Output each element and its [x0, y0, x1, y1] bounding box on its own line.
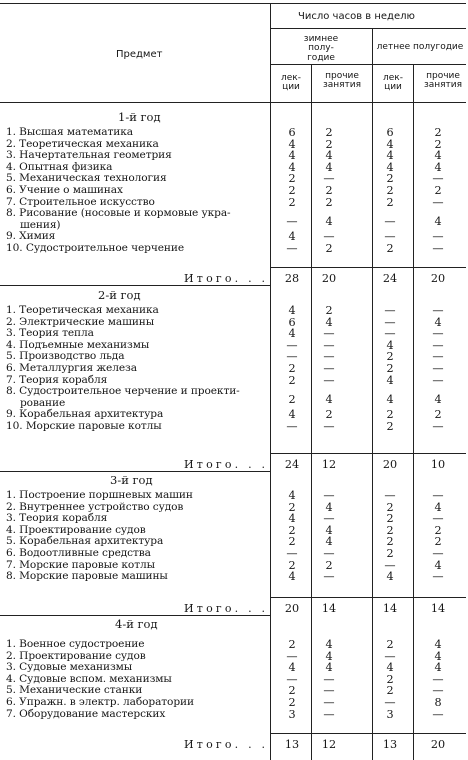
- top-rule: [0, 3, 466, 4]
- hours-value: —: [323, 672, 335, 686]
- subject-name: 4. Судовые вспом. механизмы: [6, 672, 172, 685]
- subject-name: 3. Начертательная геометрия: [6, 149, 172, 162]
- subject-name: 3. Теория корабля: [6, 512, 108, 525]
- header-bottom-rule: [0, 102, 466, 103]
- hours-value: 4: [434, 500, 442, 514]
- hours-value: 6: [288, 315, 296, 329]
- subject-name: 3. Судовые механизмы: [6, 661, 133, 674]
- total-value: 13: [284, 738, 300, 751]
- year-title: 4-й год: [115, 617, 158, 631]
- hours-value: 4: [325, 315, 333, 329]
- hours-value: 2: [325, 184, 333, 197]
- subject-name: 1. Высшая математика: [6, 126, 133, 138]
- subject-name: 6. Водоотливные средства: [6, 547, 151, 559]
- hours-value: 2: [288, 696, 296, 709]
- hours-value: —: [323, 350, 335, 364]
- hours-value: —: [432, 195, 444, 209]
- hours-value: —: [384, 315, 396, 329]
- total-rule: [270, 597, 466, 598]
- subject-name: 1. Теоретическая механика: [6, 304, 159, 316]
- hours-value: 2: [288, 172, 296, 186]
- hours-value: —: [286, 338, 298, 352]
- hours-value: —: [432, 230, 444, 244]
- total-rule: [270, 453, 466, 454]
- hours-value: —: [384, 215, 396, 228]
- hours-value: 4: [325, 393, 333, 406]
- hours-value: —: [384, 489, 396, 502]
- subject-name: 9. Химия: [6, 230, 56, 243]
- subject-name-continued: рование: [20, 396, 66, 409]
- hours-value: 2: [386, 172, 394, 186]
- section-rule: [0, 285, 270, 286]
- hours-value: 2: [386, 350, 394, 364]
- hours-value: 8: [434, 696, 442, 709]
- hours-value: —: [432, 489, 444, 502]
- hours-value: 4: [288, 489, 296, 502]
- hours-value: —: [286, 672, 298, 686]
- hours-value: 2: [325, 242, 333, 255]
- hours-value: 4: [386, 338, 394, 352]
- hours-value: —: [432, 373, 444, 387]
- year-title: 2-й год: [98, 288, 141, 302]
- hours-value: 2: [434, 523, 442, 537]
- hours-value: —: [323, 570, 335, 584]
- subject-name: 2. Проектирование судов: [6, 649, 146, 662]
- subject-name: 1. Военное судостроение: [6, 638, 145, 650]
- hours-value: —: [432, 338, 444, 352]
- total-value: 20: [321, 272, 337, 285]
- subject-name-continued: шения): [20, 218, 61, 231]
- subject-name: 7. Теория корабля: [6, 373, 108, 386]
- semester-divider: [372, 28, 373, 760]
- hours-value: 2: [288, 362, 296, 375]
- hours-value: 2: [288, 638, 296, 651]
- hours-value: 4: [386, 149, 394, 163]
- hours-value: 4: [325, 215, 333, 228]
- hours-value: —: [286, 242, 298, 255]
- hours-value: 2: [386, 362, 394, 375]
- subject-name: 8. Рисование (носовые и кормовые укра-: [6, 207, 231, 220]
- hours-value: —: [432, 570, 444, 584]
- hours-value: —: [323, 547, 335, 560]
- subject-name: 5. Механическая технология: [6, 172, 167, 185]
- subject-name: 5. Механические станки: [6, 684, 143, 697]
- hours-value: 2: [386, 408, 394, 422]
- hours-value: 4: [325, 638, 333, 651]
- hours-value: 4: [325, 500, 333, 514]
- subject-name: 10. Судостроительное черчение: [6, 242, 184, 254]
- hours-value: 2: [434, 126, 442, 139]
- subject-name: 7. Морские паровые котлы: [6, 558, 155, 571]
- header-summer: летнее полугодие: [376, 42, 464, 52]
- hours-value: 4: [288, 327, 296, 341]
- hours-value: 2: [386, 672, 394, 686]
- hours-value: 2: [288, 500, 296, 514]
- hours-value: 2: [386, 500, 394, 514]
- hours-value: 4: [434, 649, 442, 663]
- hours-value: 4: [288, 149, 296, 163]
- header-other-winter: прочие занятия: [322, 71, 362, 91]
- hours-value: —: [323, 373, 335, 387]
- hours-value: 2: [288, 535, 296, 549]
- hours-value: 4: [434, 160, 442, 174]
- total-value: 10: [430, 458, 446, 471]
- hours-value: —: [323, 172, 335, 186]
- total-label: Итого. . .: [184, 738, 269, 751]
- hours-value: —: [323, 338, 335, 352]
- hours-value: 2: [386, 547, 394, 560]
- hours-value: —: [323, 696, 335, 709]
- hours-value: 2: [325, 137, 333, 151]
- hours-value: —: [432, 304, 444, 317]
- total-value: 24: [382, 272, 398, 285]
- hours-value: 2: [288, 373, 296, 387]
- hours-value: —: [286, 420, 298, 433]
- total-value: 14: [382, 602, 398, 615]
- hours-value: —: [432, 327, 444, 341]
- hours-value: —: [432, 420, 444, 433]
- year-title: 3-й год: [110, 473, 153, 487]
- hours-value: 2: [288, 684, 296, 698]
- hours-value: —: [432, 362, 444, 375]
- total-value: 20: [284, 602, 300, 615]
- hours-value: 4: [434, 638, 442, 651]
- total-value: 13: [382, 738, 398, 751]
- hours-value: 4: [288, 137, 296, 151]
- hours-value: 2: [288, 523, 296, 537]
- total-value: 28: [284, 272, 300, 285]
- hours-value: 4: [434, 558, 442, 572]
- hours-value: 2: [288, 558, 296, 572]
- hours-value: —: [323, 684, 335, 698]
- hours-value: 2: [288, 393, 296, 406]
- header-winter: зимнее полу- годие: [303, 34, 339, 63]
- hours-value: 4: [386, 661, 394, 675]
- hours-value: 4: [288, 304, 296, 317]
- hours-value: —: [384, 558, 396, 572]
- hours-value: 4: [325, 523, 333, 537]
- hours-value: 4: [434, 149, 442, 163]
- subject-name: 6. Учение о машинах: [6, 184, 123, 196]
- subject-name: 7. Строительное искусство: [6, 195, 155, 208]
- semester-rule: [270, 64, 466, 65]
- hours-value: 2: [325, 195, 333, 209]
- header-subject: Предмет: [116, 49, 163, 60]
- hours-value: 4: [288, 570, 296, 584]
- hours-value: 4: [434, 661, 442, 675]
- total-value: 14: [321, 602, 337, 615]
- hours-value: 4: [386, 570, 394, 584]
- header-other-summer: прочие занятия: [423, 71, 463, 91]
- total-value: 20: [430, 272, 446, 285]
- hours-value: —: [384, 327, 396, 341]
- subject-name: 5. Корабельная архитектура: [6, 535, 164, 548]
- hours-value: —: [323, 230, 335, 244]
- total-value: 12: [321, 738, 337, 751]
- total-value: 24: [284, 458, 300, 471]
- hours-value: —: [323, 327, 335, 341]
- total-rule: [270, 267, 466, 268]
- hours-value: 2: [434, 408, 442, 422]
- subject-name: 4. Проектирование судов: [6, 523, 146, 536]
- hours-value: —: [286, 547, 298, 560]
- hours-value: 4: [386, 373, 394, 387]
- subject-name: 5. Производство льда: [6, 350, 125, 363]
- subject-divider: [270, 3, 271, 760]
- hours-value: 4: [325, 649, 333, 663]
- subject-name: 3. Теория тепла: [6, 327, 94, 340]
- hours-value: 3: [288, 707, 296, 721]
- hours-value: 4: [434, 215, 442, 228]
- subject-name: 1. Построение поршневых машин: [6, 489, 193, 501]
- hours-value: —: [286, 649, 298, 663]
- year-title: 1-й год: [118, 110, 161, 124]
- hours-value: —: [323, 420, 335, 433]
- hours-value: —: [384, 230, 396, 244]
- hours-value: 2: [434, 535, 442, 549]
- hours-value: 4: [325, 149, 333, 163]
- subject-name: 8. Морские паровые машины: [6, 570, 168, 583]
- hours-value: 2: [325, 408, 333, 422]
- total-value: 14: [430, 602, 446, 615]
- hours-value: 2: [386, 420, 394, 433]
- hours-value: —: [432, 242, 444, 255]
- hours-value: —: [432, 707, 444, 721]
- hours-value: —: [384, 696, 396, 709]
- total-value: 20: [430, 738, 446, 751]
- total-value: 20: [382, 458, 398, 471]
- hours-value: —: [432, 547, 444, 560]
- header-lectures-winter: лек- ции: [281, 73, 301, 93]
- hours-value: —: [323, 707, 335, 721]
- hours-value: 4: [325, 535, 333, 549]
- hours-value: —: [384, 304, 396, 317]
- total-label: Итого. . .: [184, 458, 269, 471]
- hours-value: 2: [386, 512, 394, 526]
- subject-name: 7. Оборудование мастерских: [6, 707, 166, 720]
- hours-value: 2: [386, 684, 394, 698]
- hours-value: 2: [386, 184, 394, 197]
- subject-name: 2. Теоретическая механика: [6, 137, 159, 150]
- hours-value: 2: [386, 535, 394, 549]
- hours-value: —: [432, 350, 444, 364]
- total-label: Итого. . .: [184, 272, 269, 285]
- subject-name: 2. Электрические машины: [6, 315, 155, 328]
- hours-value: 4: [434, 315, 442, 329]
- hours-value: 2: [325, 558, 333, 572]
- hours-value: 4: [288, 230, 296, 244]
- hours-value: 2: [434, 137, 442, 151]
- hours-value: 4: [288, 661, 296, 675]
- winter-col-divider: [311, 64, 312, 760]
- hours-value: —: [432, 672, 444, 686]
- hours-value: —: [323, 362, 335, 375]
- hours-rule: [270, 28, 466, 29]
- subject-name: 8. Судостроительное черчение и проекти-: [6, 385, 240, 398]
- hours-value: —: [432, 512, 444, 526]
- subject-name: 4. Опытная физика: [6, 160, 113, 173]
- hours-value: —: [323, 512, 335, 526]
- hours-value: 3: [386, 707, 394, 721]
- hours-value: 2: [386, 195, 394, 209]
- subject-name: 4. Подъемные механизмы: [6, 338, 150, 351]
- hours-value: —: [323, 489, 335, 502]
- total-value: 12: [321, 458, 337, 471]
- summer-col-divider: [413, 64, 414, 760]
- section-rule: [0, 615, 270, 616]
- hours-value: 4: [386, 393, 394, 406]
- hours-value: 4: [386, 137, 394, 151]
- hours-value: 2: [386, 242, 394, 255]
- header-hours-per-week: Число часов в неделю: [298, 11, 415, 22]
- hours-value: 4: [288, 512, 296, 526]
- hours-value: —: [432, 172, 444, 186]
- hours-value: —: [432, 684, 444, 698]
- total-rule: [270, 733, 466, 734]
- hours-value: 2: [288, 195, 296, 209]
- hours-value: 2: [288, 184, 296, 197]
- hours-value: 2: [386, 523, 394, 537]
- header-lectures-summer: лек- ции: [383, 73, 403, 93]
- hours-value: 4: [386, 160, 394, 174]
- hours-value: 4: [325, 160, 333, 174]
- hours-value: 6: [386, 126, 394, 139]
- subject-name: 10. Морские паровые котлы: [6, 420, 162, 432]
- hours-value: 4: [325, 661, 333, 675]
- hours-value: 2: [325, 126, 333, 139]
- total-label: Итого. . .: [184, 602, 269, 615]
- subject-name: 2. Внутреннее устройство судов: [6, 500, 184, 513]
- subject-name: 9. Корабельная архитектура: [6, 408, 164, 421]
- hours-value: 4: [288, 408, 296, 422]
- hours-value: 2: [434, 184, 442, 197]
- hours-value: —: [286, 350, 298, 364]
- hours-value: —: [286, 215, 298, 228]
- subject-name: 6. Металлургия железа: [6, 362, 137, 374]
- hours-value: 4: [288, 160, 296, 174]
- section-rule: [0, 471, 270, 472]
- hours-value: —: [384, 649, 396, 663]
- subject-name: 6. Упражн. в электр. лаборатории: [6, 696, 194, 708]
- hours-value: 2: [325, 304, 333, 317]
- hours-value: 2: [386, 638, 394, 651]
- hours-value: 4: [434, 393, 442, 406]
- hours-value: 6: [288, 126, 296, 139]
